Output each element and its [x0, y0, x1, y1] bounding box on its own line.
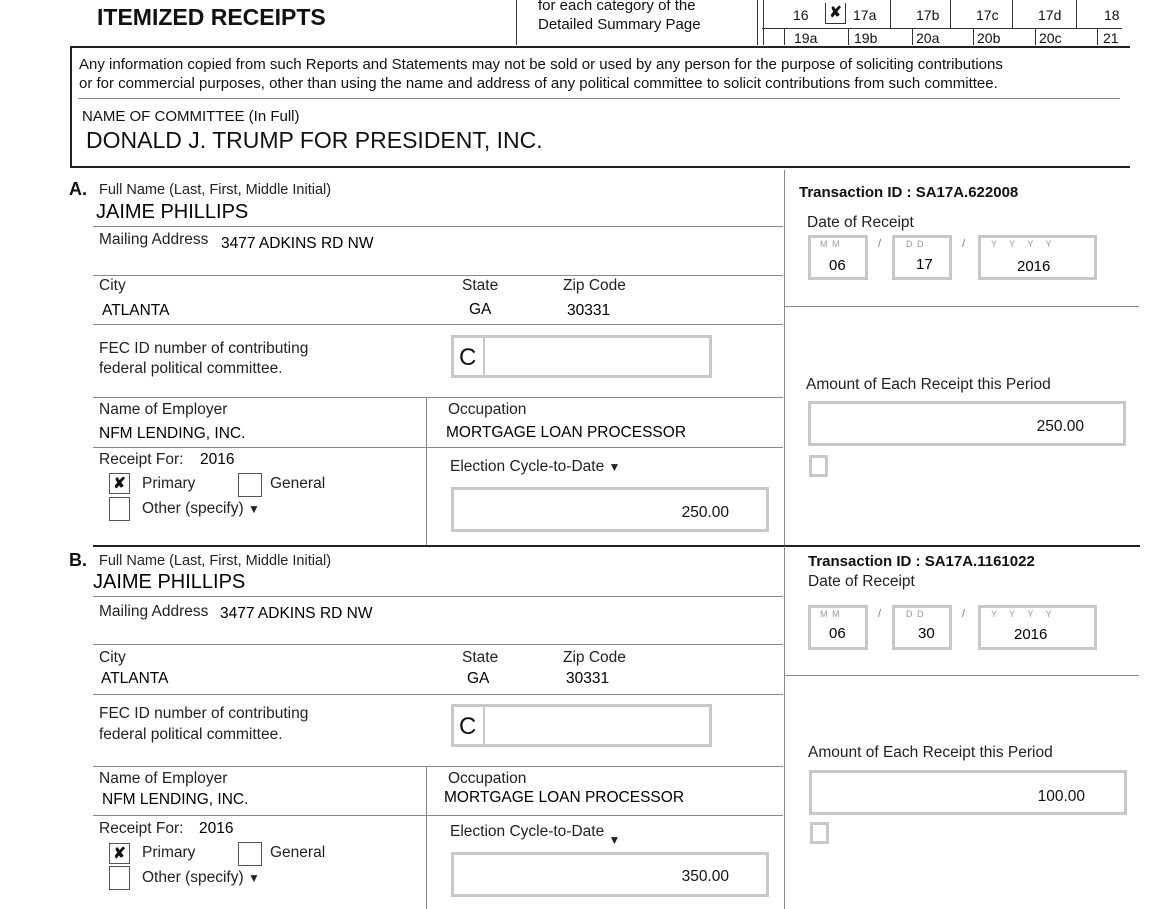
committee-name: DONALD J. TRUMP FOR PRESIDENT, INC.	[86, 127, 543, 153]
date-slash-2: /	[962, 238, 966, 250]
city-label: City	[99, 277, 126, 294]
fec-id-prefix: C	[459, 713, 477, 740]
general-checkbox[interactable]	[238, 473, 262, 497]
state-value: GA	[467, 670, 490, 687]
line-20b-label: 20b	[977, 30, 1001, 46]
cycle-to-date-value: 250.00	[681, 504, 729, 521]
line-17a-checkbox[interactable]	[825, 3, 846, 24]
line-20a-label: 20a	[916, 30, 940, 46]
notice-line-2: or for commercial purposes, other than using the name and address of any political committee to solicit contributions from such committee.	[79, 75, 998, 92]
date-day: 17	[916, 256, 933, 273]
header-divider	[516, 0, 517, 45]
date-of-receipt-label: Date of Receipt	[808, 573, 915, 590]
state-value: GA	[469, 301, 492, 318]
other-checkbox[interactable]	[109, 497, 130, 521]
date-day-field[interactable]	[892, 605, 952, 650]
section-divider	[93, 545, 1140, 547]
full-name-label: Full Name (Last, First, Middle Initial)	[99, 182, 332, 198]
date-month-field[interactable]	[808, 605, 868, 650]
occupation-value: MORTGAGE LOAN PROCESSOR	[446, 424, 687, 441]
line-19b-label: 19b	[854, 30, 878, 46]
date-year-field[interactable]	[978, 235, 1097, 280]
header-divider-2	[757, 0, 758, 45]
amount-label: Amount of Each Receipt this Period	[806, 376, 1051, 393]
form-title: ITEMIZED RECEIPTS	[97, 4, 326, 30]
fec-id-field[interactable]	[451, 335, 712, 378]
line-16-label: 16	[793, 7, 809, 23]
occupation-value: MORTGAGE LOAN PROCESSOR	[444, 789, 685, 806]
line-17c-label: 17c	[976, 7, 999, 23]
down-arrow-icon: ▼	[608, 833, 621, 847]
instruction-line-2: Detailed Summary Page	[538, 16, 701, 33]
date-slash-1: /	[878, 608, 882, 620]
line-21-label: 21	[1103, 30, 1119, 46]
mailing-address-label: Mailing Address	[99, 231, 209, 248]
fec-id-field[interactable]	[451, 704, 712, 747]
cycle-to-date-field[interactable]	[451, 852, 769, 897]
general-checkbox[interactable]	[238, 842, 262, 866]
zip-label: Zip Code	[563, 649, 626, 666]
primary-label: Primary	[142, 844, 196, 861]
year-hint: Y Y Y Y	[991, 239, 1057, 249]
general-label: General	[270, 475, 326, 492]
occupation-label: Occupation	[448, 401, 527, 418]
date-month: 06	[829, 625, 846, 642]
line-17a-label: 17a	[853, 7, 877, 23]
entry-letter: B.	[69, 550, 87, 570]
date-year-field[interactable]	[978, 605, 1097, 650]
transaction-id: Transaction ID : SA17A.1161022	[808, 553, 1035, 570]
day-hint: D D	[906, 239, 925, 249]
primary-checkbox[interactable]	[109, 843, 130, 864]
primary-label: Primary	[142, 475, 196, 492]
state-label: State	[462, 649, 499, 666]
cycle-to-date-field[interactable]	[451, 487, 769, 532]
date-slash-2: /	[962, 608, 966, 620]
primary-check-mark: ✘	[113, 475, 126, 492]
election-cycle-label: Election Cycle-to-Date $_▼$	[450, 823, 621, 847]
city-label: City	[99, 649, 126, 666]
receipt-for-label: Receipt For:	[99, 451, 184, 468]
contributor-name: JAIME PHILLIPS	[96, 201, 249, 223]
memo-checkbox[interactable]	[809, 455, 828, 477]
mailing-address: 3477 ADKINS RD NW	[220, 605, 373, 622]
line-17a-check-mark: ✘	[829, 4, 842, 21]
city-value: ATLANTA	[102, 302, 170, 319]
receipt-for-year: 2016	[199, 820, 234, 837]
zip-label: Zip Code	[563, 277, 626, 294]
other-checkbox[interactable]	[109, 866, 130, 890]
zip-value: 30331	[567, 302, 611, 319]
zip-value: 30331	[566, 670, 610, 687]
election-cycle-label: Election Cycle-to-Date ▼	[450, 458, 621, 475]
date-month-field[interactable]	[808, 235, 868, 280]
line-17b-label: 17b	[916, 7, 940, 23]
line-18-label: 18	[1104, 7, 1120, 23]
month-hint: M M	[820, 609, 841, 619]
date-day-field[interactable]	[892, 235, 952, 280]
date-slash-1: /	[878, 238, 882, 250]
day-hint: D D	[906, 609, 925, 619]
receipt-for-year: 2016	[200, 451, 235, 468]
date-day: 30	[918, 625, 935, 642]
employer-label: Name of Employer	[99, 401, 228, 418]
down-arrow-icon: ▼	[247, 871, 260, 885]
down-arrow-icon: ▼	[247, 502, 260, 516]
amount-value: 100.00	[1037, 788, 1085, 805]
contributor-name: JAIME PHILLIPS	[93, 571, 246, 593]
memo-checkbox[interactable]	[810, 822, 829, 844]
general-label: General	[270, 844, 326, 861]
notice-line-1: Any information copied from such Reports and Statements may not be sold or used by any person for the purpose of soliciting contributions	[79, 56, 1003, 73]
date-month: 06	[829, 257, 846, 274]
fec-id-prefix: C	[459, 344, 477, 371]
fec-id-label-2: federal political committee.	[99, 360, 283, 377]
fec-id-label-1: FEC ID number of contributing	[99, 705, 309, 722]
date-year: 2016	[1014, 626, 1048, 643]
date-of-receipt-label: Date of Receipt	[807, 214, 914, 231]
mailing-address-label: Mailing Address	[99, 603, 209, 620]
employer-value: NFM LENDING, INC.	[99, 425, 246, 442]
amount-field[interactable]	[808, 401, 1126, 446]
date-year: 2016	[1017, 258, 1051, 275]
instruction-line-1: for each category of the	[538, 0, 696, 14]
fec-id-label-1: FEC ID number of contributing	[99, 340, 309, 357]
month-hint: M M	[820, 239, 841, 249]
state-label: State	[462, 277, 499, 294]
amount-label: Amount of Each Receipt this Period	[808, 744, 1053, 761]
transaction-id: Transaction ID : SA17A.622008	[799, 184, 1019, 201]
primary-check-mark: ✘	[113, 845, 126, 862]
employer-value: NFM LENDING, INC.	[102, 791, 249, 808]
line-17d-label: 17d	[1038, 7, 1062, 23]
mailing-address: 3477 ADKINS RD NW	[221, 235, 374, 252]
city-value: ATLANTA	[101, 670, 169, 687]
other-specify-label: Other (specify) ▼	[142, 500, 260, 517]
committee-label: NAME OF COMMITTEE (In Full)	[82, 108, 300, 125]
line-19a-label: 19a	[794, 30, 818, 46]
cycle-to-date-value: 350.00	[681, 868, 729, 885]
other-specify-label: Other (specify) ▼	[142, 869, 260, 886]
notice-divider	[78, 98, 1120, 99]
line-20c-label: 20c	[1039, 30, 1062, 46]
entry-letter: A.	[69, 179, 87, 199]
full-name-label: Full Name (Last, First, Middle Initial)	[99, 553, 332, 569]
occupation-label: Occupation	[448, 770, 527, 787]
amount-value: 250.00	[1036, 418, 1084, 435]
down-arrow-icon: ▼	[608, 460, 621, 474]
primary-checkbox[interactable]	[109, 473, 130, 494]
employer-label: Name of Employer	[99, 770, 228, 787]
receipt-for-label: Receipt For:	[99, 820, 184, 837]
amount-field[interactable]	[809, 770, 1127, 815]
fec-id-label-2: federal political committee.	[99, 726, 283, 743]
year-hint: Y Y Y Y	[991, 609, 1057, 619]
